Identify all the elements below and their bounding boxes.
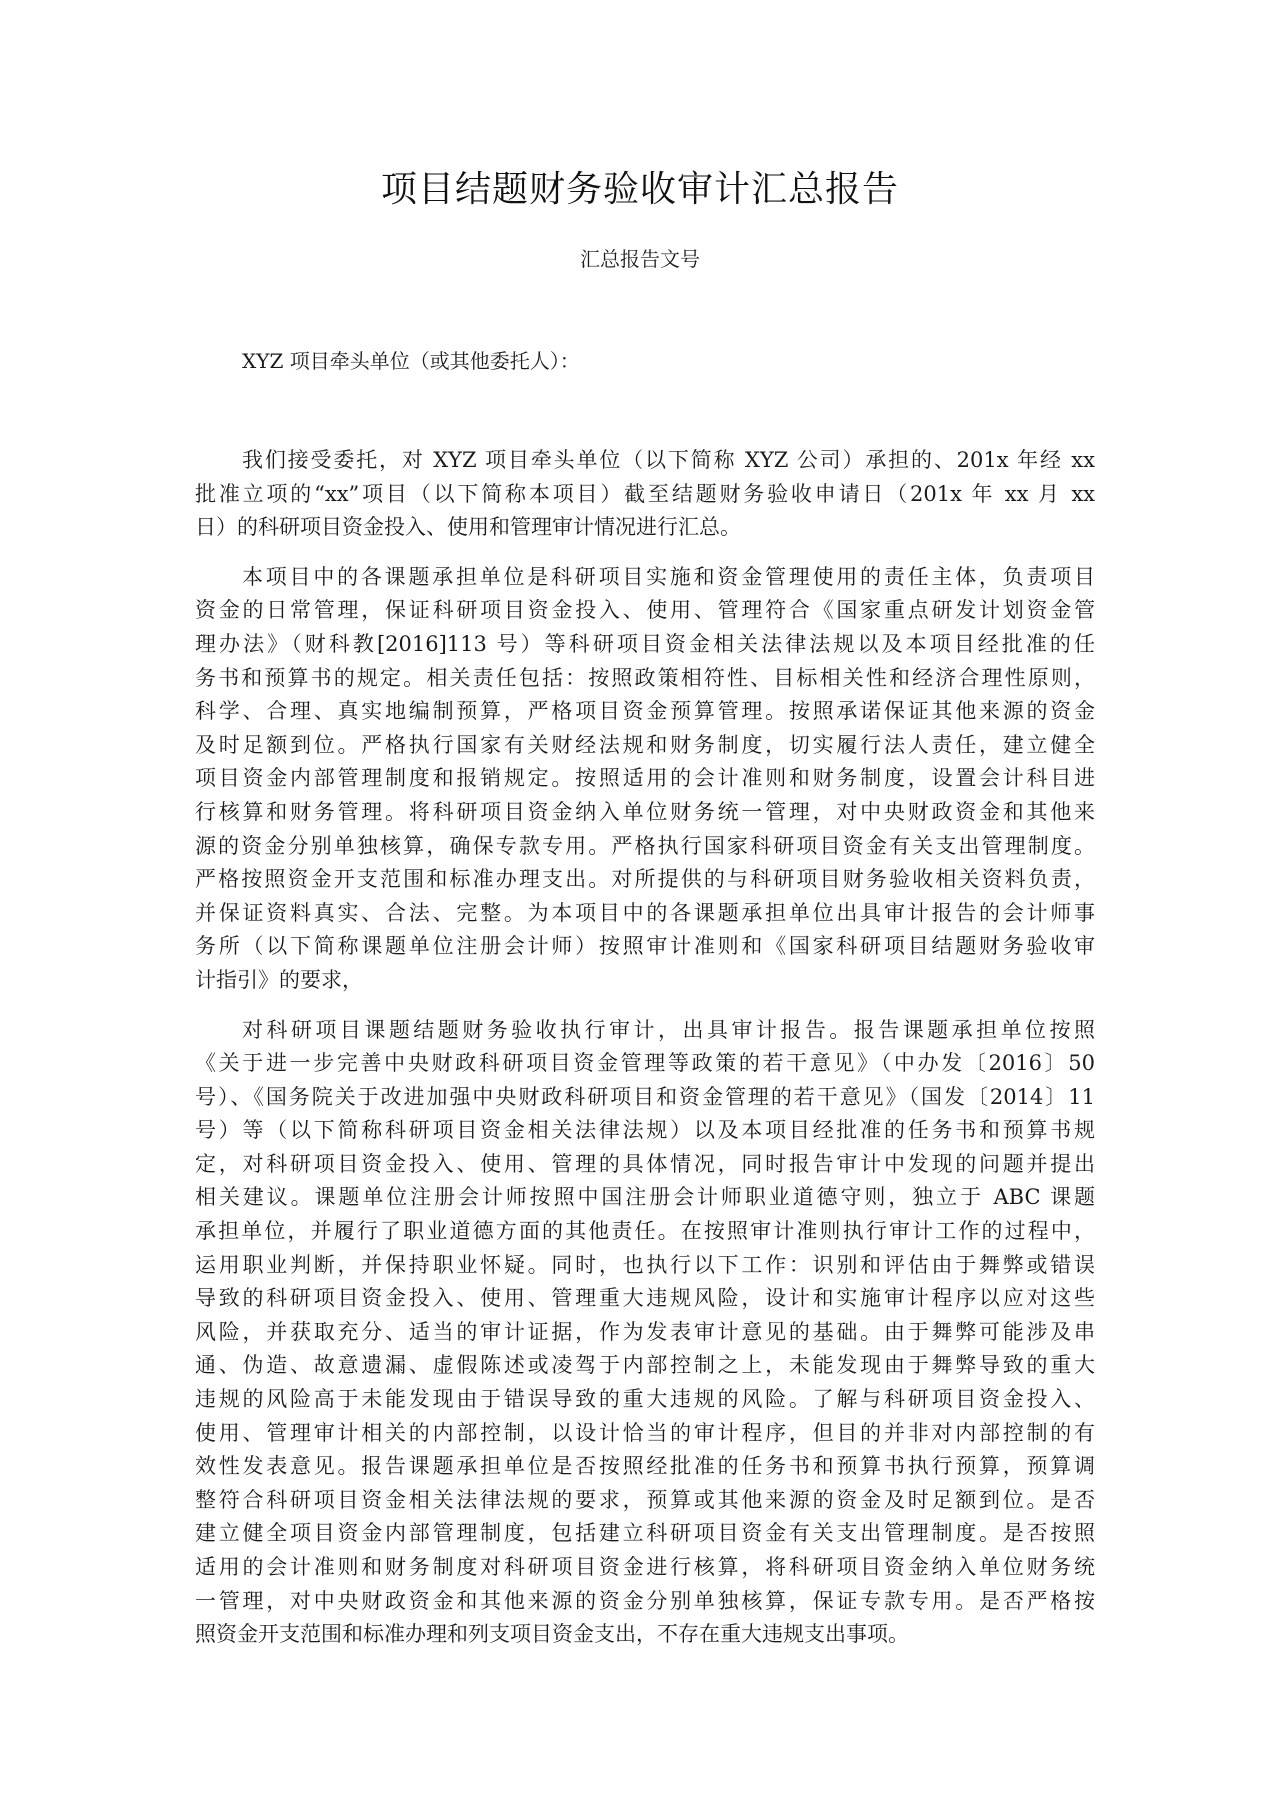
paragraph-line: 整符合科研项目资金相关法律法规的要求，预算或其他来源的资金及时足额到位。是否 <box>195 1487 1095 1512</box>
paragraph-line: 号）、《国务院关于改进加强中央财政科研项目和资金管理的若干意见》（国发〔2014〕11 <box>195 1084 1095 1109</box>
paragraph-line: 定，对科研项目资金投入、使用、管理的具体情况，同时报告审计中发现的问题并提出 <box>195 1151 1095 1176</box>
body-paragraph <box>195 444 1095 545</box>
paragraph-line: 一管理，对中央财政资金和其他来源的资金分别单独核算，保证专款专用。是否严格按 <box>195 1588 1095 1613</box>
report-doc-number: 汇总报告文号 <box>580 247 700 271</box>
paragraph-line: 本项目中的各课题承担单位是科研项目实施和资金管理使用的责任主体，负责项目 <box>242 564 1095 589</box>
paragraph-line: 使用、管理审计相关的内部控制，以设计恰当的审计程序，但目的并非对内部控制的有 <box>195 1420 1095 1445</box>
paragraph-line: 资金的日常管理，保证科研项目资金投入、使用、管理符合《国家重点研发计划资金管 <box>195 598 1095 623</box>
paragraph-line: 项目资金内部管理制度和报销规定。按照适用的会计准则和财务制度，设置会计科目进 <box>195 766 1095 791</box>
addressee-line: XYZ 项目牵头单位（或其他委托人）： <box>242 349 580 373</box>
paragraph-line: 行核算和财务管理。将科研项目资金纳入单位财务统一管理，对中央财政资金和其他来 <box>195 799 1095 824</box>
paragraph-line: 承担单位，并履行了职业道德方面的其他责任。在按照审计准则执行审计工作的过程中， <box>195 1219 1095 1244</box>
paragraph-line: 务书和预算书的规定。相关责任包括：按照政策相符性、目标相关性和经济合理性原则， <box>195 665 1095 690</box>
paragraph-line: 理办法》（财科教[2016]113 号）等科研项目资金相关法律法规以及本项目经批准的任 <box>195 631 1095 656</box>
paragraph-line: 号）等（以下简称科研项目资金相关法律法规）以及本项目经批准的任务书和预算书规 <box>195 1118 1095 1143</box>
paragraph-line: 批准立项的“xx”项目（以下简称本项目）截至结题财务验收申请日（201x 年 xx 月 xx <box>195 481 1095 506</box>
paragraph-line: 日）的科研项目资金投入、使用和管理审计情况进行汇总。 <box>195 515 741 540</box>
paragraph-line: 相关建议。课题单位注册会计师按照中国注册会计师职业道德守则，独立于 ABC 课题 <box>195 1185 1095 1210</box>
paragraph-line: 计指引》的要求， <box>195 967 363 992</box>
paragraph-line: 《关于进一步完善中央财政科研项目资金管理等政策的若干意见》（中办发〔2016〕50 <box>195 1051 1095 1076</box>
paragraph-line: 适用的会计准则和财务制度对科研项目资金进行核算，将科研项目资金纳入单位财务统 <box>195 1555 1095 1579</box>
body-paragraph <box>195 1014 1095 1652</box>
report-body <box>195 444 1095 1668</box>
paragraph-line: 严格按照资金开支范围和标准办理支出。对所提供的与科研项目财务验收相关资料负责， <box>195 867 1095 892</box>
paragraph-line: 效性发表意见。报告课题承担单位是否按照经批准的任务书和预算书执行预算，预算调 <box>195 1454 1095 1479</box>
paragraph-line: 及时足额到位。严格执行国家有关财经法规和财务制度，切实履行法人责任，建立健全 <box>195 732 1095 757</box>
paragraph-line: 风险，并获取充分、适当的审计证据，作为发表审计意见的基础。由于舞弊可能涉及串 <box>195 1319 1095 1344</box>
paragraph-line: 违规的风险高于未能发现由于错误导致的重大违规的风险。了解与科研项目资金投入、 <box>195 1387 1095 1412</box>
paragraph-line: 源的资金分别单独核算，确保专款专用。严格执行国家科研项目资金有关支出管理制度。 <box>195 833 1095 858</box>
body-paragraph <box>195 561 1095 998</box>
paragraph-line: 科学、合理、真实地编制预算，严格项目资金预算管理。按照承诺保证其他来源的资金 <box>195 699 1095 724</box>
paragraph-line: 导致的科研项目资金投入、使用、管理重大违规风险，设计和实施审计程序以应对这些 <box>195 1286 1095 1311</box>
paragraph-line: 并保证资料真实、合法、完整。为本项目中的各课题承担单位出具审计报告的会计师事 <box>195 900 1095 925</box>
paragraph-line: 运用职业判断，并保持职业怀疑。同时，也执行以下工作：识别和评估由于舞弊或错误 <box>195 1252 1095 1277</box>
paragraph-line: 通、伪造、故意遗漏、虚假陈述或凌驾于内部控制之上，未能发现由于舞弊导致的重大 <box>195 1353 1095 1378</box>
paragraph-line: 照资金开支范围和标准办理和列支项目资金支出，不存在重大违规支出事项。 <box>195 1622 909 1647</box>
paragraph-line: 对科研项目课题结题财务验收执行审计，出具审计报告。报告课题承担单位按照 <box>242 1017 1095 1042</box>
paragraph-line: 建立健全项目资金内部管理制度，包括建立科研项目资金有关支出管理制度。是否按照 <box>195 1521 1095 1546</box>
paragraph-line: 务所（以下简称课题单位注册会计师）按照审计准则和《国家科研项目结题财务验收审 <box>195 934 1095 959</box>
paragraph-line: 我们接受委托，对 XYZ 项目牵头单位（以下简称 XYZ 公司）承担的、201x 年经 xx <box>242 448 1095 472</box>
report-title: 项目结题财务验收审计汇总报告 <box>380 169 899 210</box>
